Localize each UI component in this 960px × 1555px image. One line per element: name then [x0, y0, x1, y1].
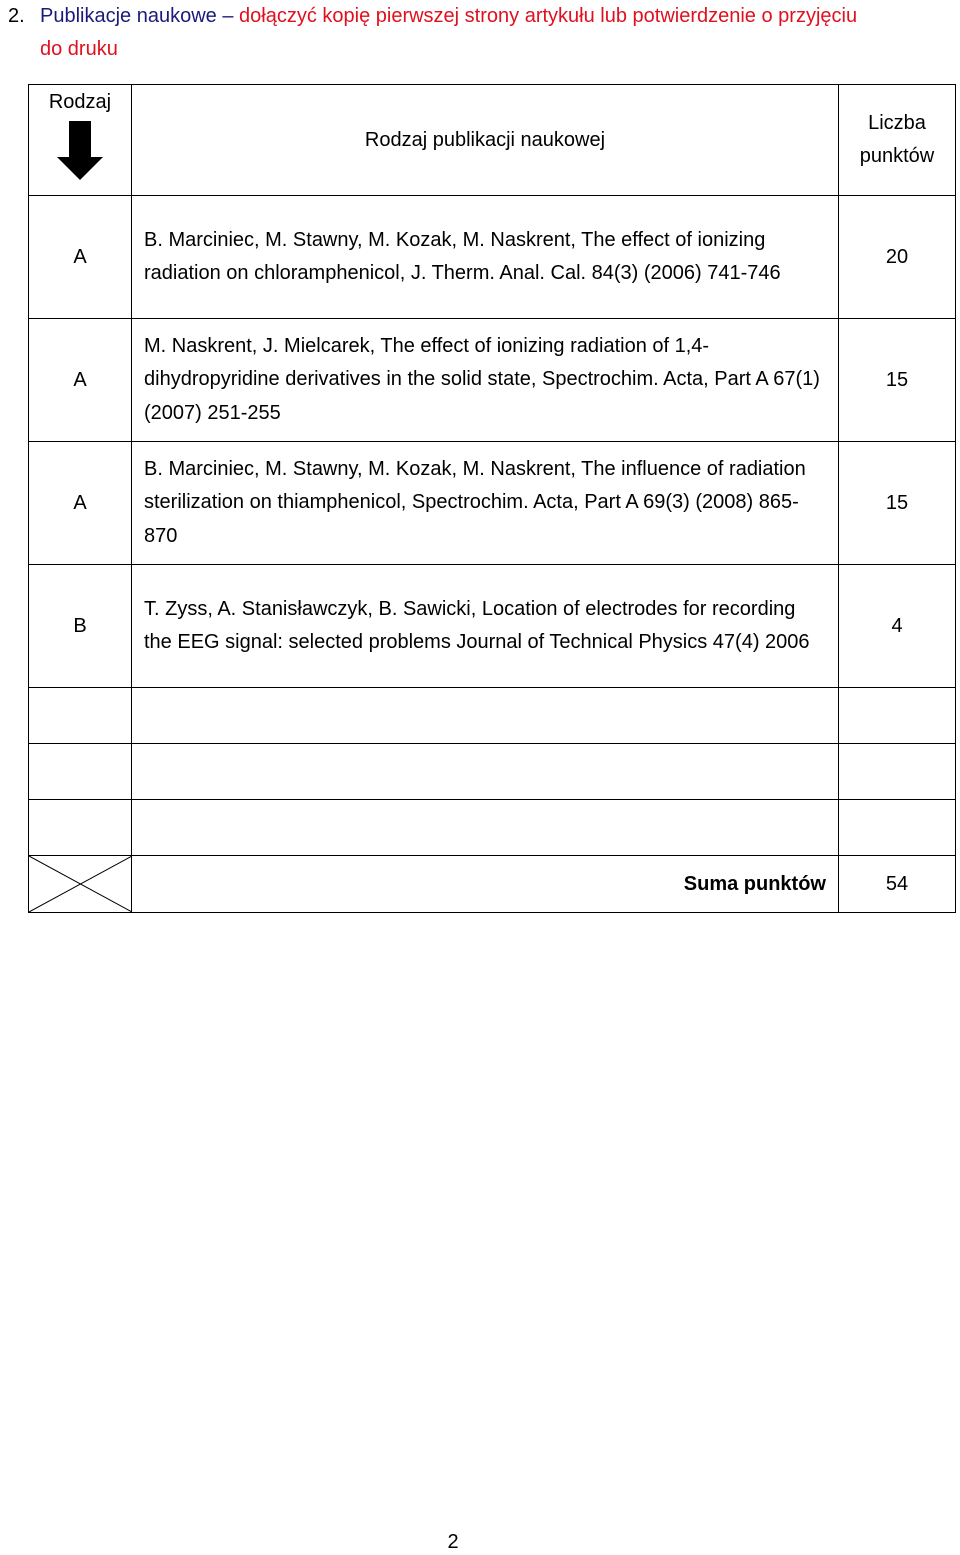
heading-line-1: [8, 0, 948, 33]
points-cell: 15: [839, 442, 956, 565]
category-cell: B: [29, 565, 132, 688]
section-instruction-continued: do druku: [40, 38, 118, 60]
header-type-cell: [29, 85, 132, 196]
empty-cell: [29, 744, 132, 800]
table-row: [29, 565, 956, 688]
table-header-row: [29, 85, 956, 196]
page-number: 2: [447, 1531, 459, 1553]
table-row: [29, 196, 956, 319]
publication-cell: M. Naskrent, J. Mielcarek, The effect of ionizing radiation of 1,4-dihydropyridine derivatives in the solid state, Spectrochim. Acta, Part A 67(1) (2007) 251-255: [132, 319, 839, 442]
section-title: Publikacje naukowe –: [40, 5, 240, 27]
points-cell: 20: [839, 196, 956, 319]
empty-cell: [839, 744, 956, 800]
empty-cell: [839, 800, 956, 856]
category-cell: A: [29, 319, 132, 442]
empty-cell: [132, 688, 839, 744]
sum-row: [29, 856, 956, 913]
crossed-out-cell: [29, 856, 132, 913]
header-points-cell: [839, 85, 956, 196]
section-number: 2.: [8, 5, 25, 27]
down-arrow-icon: [56, 121, 104, 181]
category-cell: A: [29, 442, 132, 565]
section-instruction: dołączyć kopię pierwszej strony artykułu lub potwierdzenie o przyjęciu: [239, 5, 858, 27]
publication-cell: T. Zyss, A. Stanisławczyk, B. Sawicki, Location of electrodes for recording the EEG signal: selected problems Journal of Technical Physics 47(4) 2006: [132, 565, 839, 688]
publications-table: [28, 84, 956, 913]
sum-value: 54: [839, 856, 956, 913]
cross-icon: [29, 856, 132, 912]
empty-row: [29, 744, 956, 800]
sum-label: Suma punktów: [132, 856, 839, 913]
header-publication-cell: [132, 85, 839, 196]
section-heading: [8, 0, 948, 66]
empty-cell: [839, 688, 956, 744]
header-type-label: Rodzaj: [48, 91, 112, 113]
header-points-label-line1: Liczba: [868, 112, 926, 134]
header-publication-label: Rodzaj publikacji naukowej: [364, 128, 606, 151]
empty-cell: [29, 800, 132, 856]
empty-row: [29, 688, 956, 744]
points-cell: 15: [839, 319, 956, 442]
table-row: [29, 319, 956, 442]
category-cell: A: [29, 196, 132, 319]
points-cell: 4: [839, 565, 956, 688]
empty-row: [29, 800, 956, 856]
publication-cell: B. Marciniec, M. Stawny, M. Kozak, M. Naskrent, The effect of ionizing radiation on chloramphenicol, J. Therm. Anal. Cal. 84(3) (2006) 741-746: [132, 196, 839, 319]
empty-cell: [132, 800, 839, 856]
table-row: [29, 442, 956, 565]
header-points-label-line2: punktów: [859, 145, 935, 167]
empty-cell: [29, 688, 132, 744]
publication-cell: B. Marciniec, M. Stawny, M. Kozak, M. Naskrent, The influence of radiation sterilization on thiamphenicol, Spectrochim. Acta, Part A 69(3) (2008) 865-870: [132, 442, 839, 565]
empty-cell: [132, 744, 839, 800]
